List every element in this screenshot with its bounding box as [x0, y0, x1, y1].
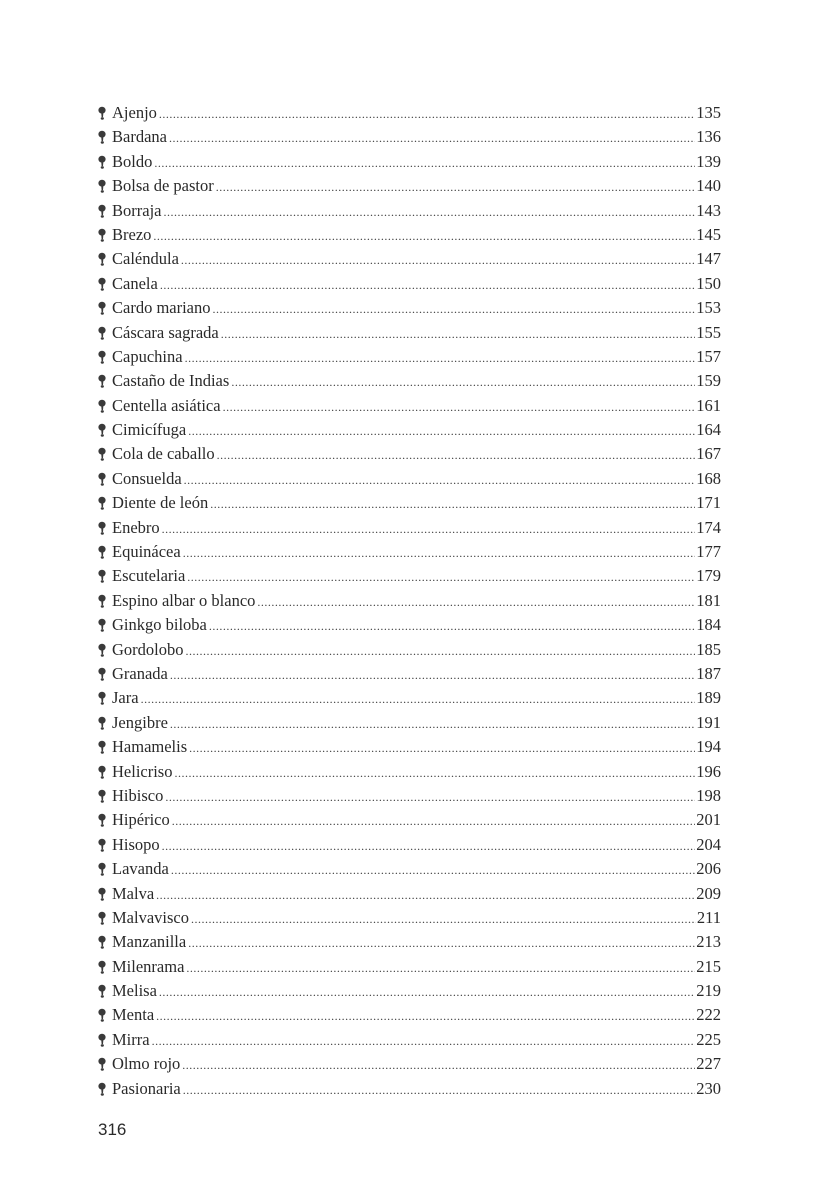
dot-leader: [152, 1029, 696, 1053]
toc-entry-page: 196: [696, 761, 721, 781]
toc-entry-label: Boldo: [112, 151, 153, 171]
dot-leader: [186, 639, 696, 663]
dot-leader: [257, 590, 695, 614]
toc-entry-label: Escutelaria: [112, 566, 186, 586]
toc-entry-label: Pasionaria: [112, 1078, 181, 1098]
seedling-bullet-icon: [98, 1028, 112, 1052]
toc-entry-page: 181: [696, 590, 721, 610]
seedling-bullet-icon: [98, 247, 112, 271]
dot-leader: [171, 858, 695, 882]
toc-entry[interactable]: [98, 174, 721, 198]
toc-entry[interactable]: [98, 1077, 721, 1101]
toc-entry-label: Ginkgo biloba: [112, 615, 207, 635]
toc-entry[interactable]: [98, 516, 721, 540]
dot-leader: [185, 346, 696, 370]
toc-entry[interactable]: [98, 589, 721, 613]
seedling-bullet-icon: [98, 760, 112, 784]
seedling-bullet-icon: [98, 442, 112, 466]
seedling-bullet-icon: [98, 882, 112, 906]
toc-entry-page: 227: [696, 1054, 721, 1074]
dot-leader: [160, 273, 695, 297]
toc-entry-label: Hisopo: [112, 834, 160, 854]
toc-entry-label: Enebro: [112, 517, 160, 537]
toc-entry-page: 136: [696, 127, 721, 147]
toc-entry-label: Milenrama: [112, 956, 185, 976]
toc-entry[interactable]: [98, 613, 721, 637]
seedling-bullet-icon: [98, 467, 112, 491]
toc-entry[interactable]: [98, 321, 721, 345]
toc-entry[interactable]: [98, 296, 721, 320]
seedling-bullet-icon: [98, 906, 112, 930]
toc-entry-page: 189: [696, 688, 721, 708]
toc-entry-page: 187: [696, 663, 721, 683]
toc-entry[interactable]: [98, 345, 721, 369]
toc-entry-label: Granada: [112, 663, 168, 683]
toc-entry[interactable]: [98, 442, 721, 466]
seedling-bullet-icon: [98, 101, 112, 125]
toc-entry-label: Hamamelis: [112, 737, 188, 757]
seedling-bullet-icon: [98, 321, 112, 345]
toc-entry-label: Cardo mariano: [112, 298, 211, 318]
toc-entry-label: Gordolobo: [112, 639, 184, 659]
toc-entry[interactable]: [98, 857, 721, 881]
toc-entry-page: 157: [696, 346, 721, 366]
toc-entry-page: 184: [696, 615, 721, 635]
toc-entry-label: Diente de león: [112, 493, 209, 513]
dot-leader: [213, 297, 696, 321]
seedling-bullet-icon: [98, 930, 112, 954]
toc-entry-label: Caléndula: [112, 249, 179, 269]
toc-entry-label: Lavanda: [112, 859, 169, 879]
dot-leader: [182, 1053, 695, 1077]
dot-leader: [163, 200, 695, 224]
toc-entry-label: Melisa: [112, 981, 157, 1001]
dot-leader: [172, 809, 696, 833]
dot-leader: [174, 761, 695, 785]
seedling-bullet-icon: [98, 1052, 112, 1076]
toc-entry-label: Cáscara sagrada: [112, 322, 219, 342]
toc-entry-label: Jengibre: [112, 712, 168, 732]
toc-entry[interactable]: [98, 638, 721, 662]
toc-entry-label: Bolsa de pastor: [112, 176, 214, 196]
toc-entry-label: Olmo rojo: [112, 1054, 181, 1074]
toc-entry-page: 150: [696, 273, 721, 293]
toc-entry-page: 198: [696, 785, 721, 805]
seedling-bullet-icon: [98, 516, 112, 540]
dot-leader: [188, 931, 695, 955]
toc-entry-page: 174: [696, 517, 721, 537]
toc-entry[interactable]: [98, 101, 721, 125]
seedling-bullet-icon: [98, 686, 112, 710]
toc-entry-label: Cimicífuga: [112, 420, 187, 440]
toc-entry[interactable]: [98, 369, 721, 393]
toc-entry[interactable]: [98, 833, 721, 857]
seedling-bullet-icon: [98, 174, 112, 198]
dot-leader: [216, 175, 696, 199]
toc-entry-page: 161: [696, 395, 721, 415]
toc-entry-label: Ajenjo: [112, 103, 157, 122]
toc-entry-page: 167: [696, 444, 721, 464]
dot-leader: [217, 443, 696, 467]
dot-leader: [170, 663, 695, 687]
toc-entry[interactable]: [98, 1028, 721, 1052]
toc-entry[interactable]: [98, 1003, 721, 1027]
dot-leader: [153, 224, 695, 248]
dot-leader: [187, 565, 695, 589]
toc-entry[interactable]: [98, 272, 721, 296]
toc-entry[interactable]: [98, 955, 721, 979]
toc-entry-label: Castaño de Indias: [112, 371, 230, 391]
dot-leader: [170, 712, 695, 736]
toc-entry-label: Espino albar o blanco: [112, 590, 256, 610]
toc-entry-page: 215: [696, 956, 721, 976]
dot-leader: [154, 151, 695, 175]
toc-entry-label: Mirra: [112, 1029, 150, 1049]
toc-entry-page: 194: [696, 737, 721, 757]
toc-entry-page: 222: [696, 1005, 721, 1025]
toc-entry-label: Menta: [112, 1005, 155, 1025]
toc-entry[interactable]: [98, 906, 721, 930]
toc-entry-page: 201: [696, 810, 721, 830]
dot-leader: [231, 370, 695, 394]
toc-entry-label: Centella asiática: [112, 395, 221, 415]
toc-entry-label: Helicriso: [112, 761, 173, 781]
toc-entry[interactable]: [98, 564, 721, 588]
dot-leader: [191, 907, 696, 931]
dot-leader: [165, 785, 695, 809]
seedling-bullet-icon: [98, 613, 112, 637]
seedling-bullet-icon: [98, 1077, 112, 1101]
seedling-bullet-icon: [98, 223, 112, 247]
toc-entry[interactable]: [98, 394, 721, 418]
toc-entry[interactable]: [98, 125, 721, 149]
toc-entry[interactable]: [98, 467, 721, 491]
seedling-bullet-icon: [98, 589, 112, 613]
toc-entry[interactable]: [98, 540, 721, 564]
dot-leader: [141, 687, 696, 711]
toc-entry-label: Hibisco: [112, 785, 164, 805]
dot-leader: [223, 395, 696, 419]
toc-entry-page: 219: [696, 981, 721, 1001]
toc-entry[interactable]: [98, 1052, 721, 1076]
toc-entry-page: 139: [696, 151, 721, 171]
dot-leader: [162, 834, 696, 858]
seedling-bullet-icon: [98, 808, 112, 832]
seedling-bullet-icon: [98, 662, 112, 686]
seedling-bullet-icon: [98, 369, 112, 393]
toc-entry-label: Consuelda: [112, 468, 182, 488]
toc-entry-label: Hipérico: [112, 810, 170, 830]
dot-leader: [159, 980, 695, 1004]
toc-entry[interactable]: [98, 760, 721, 784]
toc-entry[interactable]: [98, 662, 721, 686]
toc-entry-label: Malvavisco: [112, 907, 189, 927]
table-of-contents: [98, 101, 721, 1101]
dot-leader: [169, 126, 695, 150]
toc-entry[interactable]: [98, 686, 721, 710]
toc-entry[interactable]: [98, 418, 721, 442]
seedling-bullet-icon: [98, 345, 112, 369]
toc-entry[interactable]: [98, 784, 721, 808]
seedling-bullet-icon: [98, 125, 112, 149]
dot-leader: [159, 102, 695, 126]
toc-entry-page: 225: [696, 1029, 721, 1049]
toc-entry-page: 168: [696, 468, 721, 488]
toc-entry-page: 204: [696, 834, 721, 854]
toc-entry-label: Bardana: [112, 127, 167, 147]
dot-leader: [183, 541, 696, 565]
dot-leader: [188, 419, 695, 443]
toc-entry-page: 213: [696, 932, 721, 952]
toc-entry[interactable]: [98, 930, 721, 954]
toc-entry-page: 179: [696, 566, 721, 586]
seedling-bullet-icon: [98, 540, 112, 564]
dot-leader: [209, 614, 695, 638]
page-number: 316: [98, 1120, 127, 1139]
toc-entry-label: Cola de caballo: [112, 444, 215, 464]
toc-entry-label: Jara: [112, 688, 139, 708]
seedling-bullet-icon: [98, 564, 112, 588]
dot-leader: [181, 248, 695, 272]
toc-entry-page: 155: [696, 322, 721, 342]
toc-entry-label: Borraja: [112, 200, 162, 220]
dot-leader: [210, 492, 695, 516]
seedling-bullet-icon: [98, 784, 112, 808]
seedling-bullet-icon: [98, 491, 112, 515]
toc-entry-label: Equinácea: [112, 542, 181, 562]
seedling-bullet-icon: [98, 394, 112, 418]
seedling-bullet-icon: [98, 979, 112, 1003]
seedling-bullet-icon: [98, 711, 112, 735]
toc-entry-page: 191: [696, 712, 721, 732]
seedling-bullet-icon: [98, 833, 112, 857]
seedling-bullet-icon: [98, 955, 112, 979]
toc-entry[interactable]: [98, 223, 721, 247]
toc-entry-page: 140: [696, 176, 721, 196]
toc-entry-page: 159: [696, 371, 721, 391]
toc-entry-page: 177: [696, 542, 721, 562]
dot-leader: [184, 468, 696, 492]
seedling-bullet-icon: [98, 272, 112, 296]
toc-entry[interactable]: [98, 711, 721, 735]
toc-entry[interactable]: [98, 199, 721, 223]
dot-leader: [189, 736, 695, 760]
toc-entry[interactable]: [98, 247, 721, 271]
toc-entry[interactable]: [98, 491, 721, 515]
seedling-bullet-icon: [98, 418, 112, 442]
toc-entry-label: Malva: [112, 883, 155, 903]
toc-entry-page: 147: [696, 249, 721, 269]
toc-entry-page: 211: [696, 907, 721, 927]
toc-entry-page: 164: [696, 420, 721, 440]
seedling-bullet-icon: [98, 150, 112, 174]
seedling-bullet-icon: [98, 296, 112, 320]
toc-entry-page: 171: [696, 493, 721, 513]
toc-entry-page: 185: [696, 639, 721, 659]
seedling-bullet-icon: [98, 735, 112, 759]
seedling-bullet-icon: [98, 1003, 112, 1027]
toc-entry-label: Manzanilla: [112, 932, 187, 952]
toc-entry[interactable]: [98, 979, 721, 1003]
dot-leader: [162, 517, 696, 541]
dot-leader: [156, 883, 695, 907]
dot-leader: [221, 322, 696, 346]
toc-entry-label: Canela: [112, 273, 158, 293]
toc-entry[interactable]: [98, 882, 721, 906]
toc-entry-page: 209: [696, 883, 721, 903]
seedling-bullet-icon: [98, 199, 112, 223]
toc-entry-page: 135: [696, 103, 721, 122]
toc-entry[interactable]: [98, 735, 721, 759]
toc-entry-page: 145: [696, 224, 721, 244]
dot-leader: [156, 1004, 695, 1028]
toc-entry[interactable]: [98, 808, 721, 832]
toc-entry-page: 206: [696, 859, 721, 879]
toc-entry-label: Capuchina: [112, 346, 183, 366]
toc-entry[interactable]: [98, 150, 721, 174]
toc-entry-label: Brezo: [112, 224, 152, 244]
dot-leader: [186, 956, 695, 980]
toc-entry-page: 153: [696, 298, 721, 318]
dot-leader: [183, 1078, 696, 1102]
seedling-bullet-icon: [98, 857, 112, 881]
seedling-bullet-icon: [98, 638, 112, 662]
toc-entry-page: 143: [696, 200, 721, 220]
toc-entry-page: 230: [696, 1078, 721, 1098]
